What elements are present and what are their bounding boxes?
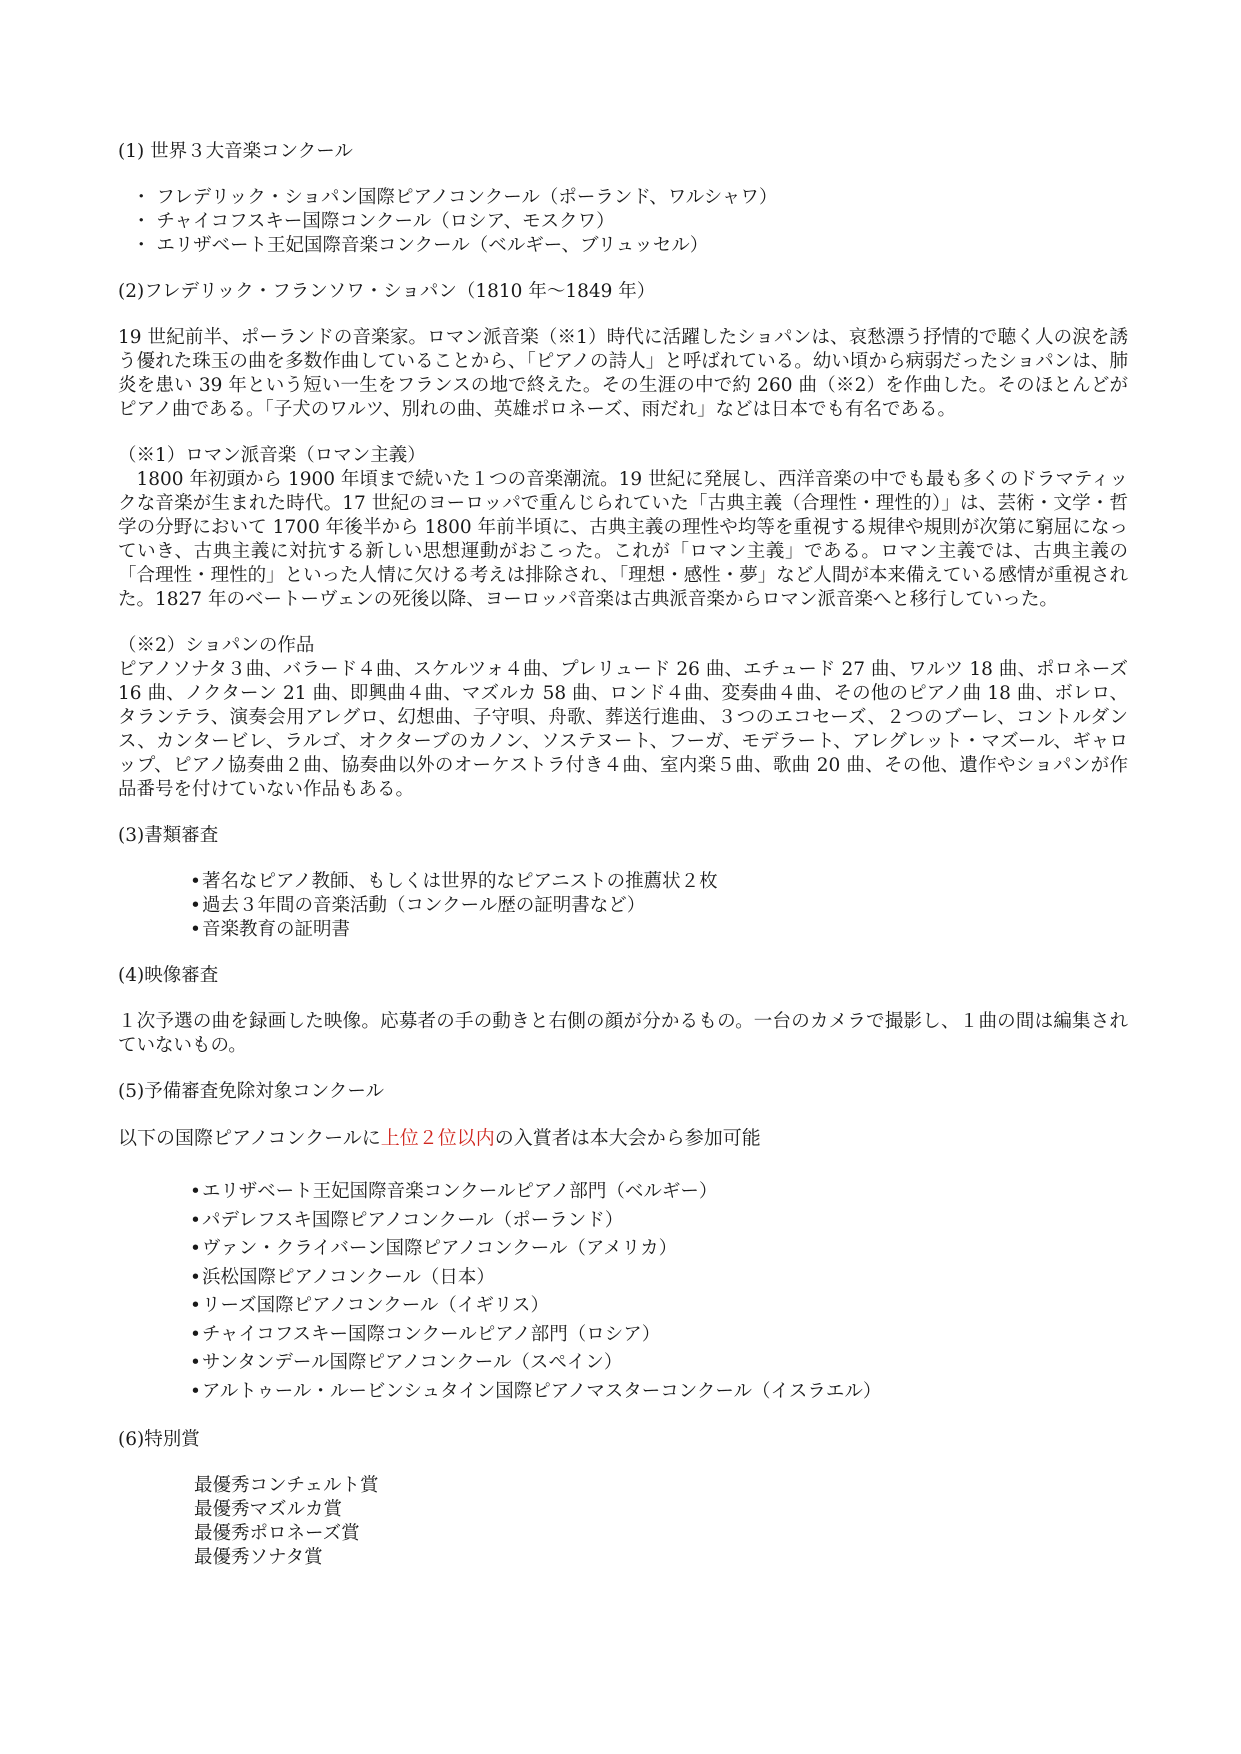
- section-2-heading: (2)フレデリック・フランソワ・ショパン（1810 年〜1849 年）: [118, 281, 656, 302]
- note-1-title: （※1）ロマン派音楽（ロマン主義）: [118, 445, 426, 466]
- list-item-text: パデレフスキ国際ピアノコンクール（ポーランド）: [202, 1209, 624, 1231]
- section-6-list: [118, 1474, 1128, 1570]
- section-4-body: １次予選の曲を録画した映像。応募者の手の動きと右側の顔が分かるもの。一台のカメラで撮影し、１曲の間は編集されていないもの。: [118, 1011, 1128, 1056]
- list-item: [190, 1264, 1128, 1293]
- list-item: ・ エリザベート王妃国際音楽コンクール（ベルギー、ブリュッセル）: [132, 235, 709, 256]
- list-item-text: チャイコフスキー国際コンクールピアノ部門（ロシア）: [202, 1323, 661, 1345]
- section-5-list: [118, 1178, 1128, 1406]
- list-item: [190, 870, 1128, 894]
- list-item: [190, 1178, 1128, 1207]
- section-1-heading: (1) 世界３大音楽コンクール: [118, 141, 353, 162]
- list-item: ・ チャイコフスキー国際コンクール（ロシア、モスクワ）: [132, 211, 615, 232]
- list-item: 最優秀ソナタ賞: [194, 1547, 323, 1568]
- document-content: [118, 140, 1128, 1570]
- list-item-text: サンタンデール国際ピアノコンクール（スペイン）: [202, 1352, 623, 1373]
- note-2-body: ピアノソナタ３曲、バラード４曲、スケルツォ４曲、プレリュード 26 曲、エチュード 27 曲、ワルツ 18 曲、ポロネーズ 16 曲、ノクターン 21 曲、即興曲４曲、マズルカ 58 曲、ロンド４曲、変奏曲４曲、その他のピアノ曲 18 曲、ボレロ、タランテラ、演奏会用アレグロ、幻想曲、子守唄、舟歌、葬送行進曲、３つのエコセーズ、２つのブーレ、コントルダンス、カンタービレ、ラルゴ、オクターブのカノン、ソステヌート、フーガ、モデラート、アレグレット・マズール、ギャロップ、ピアノ協奏曲２曲、協奏曲以外のオーケストラ付き４曲、室内楽５曲、歌曲 20 曲、その他、遺作やショパンが作品番号を付けていない作品もある。: [118, 659, 1128, 800]
- section-6-heading: (6)特別賞: [118, 1429, 200, 1450]
- section-5-heading: (5)予備審査免除対象コンクール: [118, 1081, 384, 1102]
- list-item: ・ フレデリック・ショパン国際ピアノコンクール（ポーランド、ワルシャワ）: [132, 187, 778, 208]
- lead-highlight: 上位２位以内: [380, 1127, 495, 1149]
- list-item-text: 浜松国際ピアノコンクール（日本）: [202, 1266, 495, 1288]
- list-item: [190, 1378, 1128, 1407]
- list-item: 最優秀コンチェルト賞: [194, 1475, 379, 1496]
- lead-text-before: 以下の国際ピアノコンクールに: [118, 1127, 381, 1149]
- list-item: [190, 1207, 1128, 1236]
- section-3-heading: (3)書類審査: [118, 825, 219, 846]
- list-item-text: リーズ国際ピアノコンクール（イギリス）: [202, 1295, 550, 1316]
- list-item: [190, 1321, 1128, 1350]
- section-2-body: 19 世紀前半、ポーランドの音楽家。ロマン派音楽（※1）時代に活躍したショパンは、哀愁漂う抒情的で聴く人の涙を誘う優れた珠玉の曲を多数作曲していることから、「ピアノの詩人」と呼ばれている。幼い頃から病弱だったショパンは、肺炎を患い 39 年という短い一生をフランスの地で終えた。その生涯の中で約 260 曲（※2）を作曲した。そのほとんどがピアノ曲である。「子犬のワルツ、別れの曲、英雄ポロネーズ、雨だれ」などは日本でも有名である。: [118, 327, 1128, 420]
- note-2-title: （※2）ショパンの作品: [118, 635, 315, 656]
- list-item-text: 音楽教育の証明書: [202, 919, 351, 940]
- lead-text-after: の入賞者は本大会から参加可能: [494, 1127, 761, 1149]
- list-item-text: ヴァン・クライバーン国際ピアノコンクール（アメリカ）: [202, 1238, 678, 1259]
- list-item-text: アルトゥール・ルービンシュタイン国際ピアノマスターコンクール（イスラエル）: [202, 1380, 882, 1402]
- list-item: [190, 894, 1128, 918]
- section-3-list: [118, 870, 1128, 942]
- note-1-body: 1800 年初頭から 1900 年頃まで続いた１つの音楽潮流。19 世紀に発展し、西洋音楽の中でも最も多くのドラマティックな音楽が生まれた時代。17 世紀のヨーロッパで重んじられていた「古典主義（合理性・理性的）」は、芸術・文学・哲学の分野において 1700 年後半から 1800 年前半頃に、古典主義の理性や均等を重視する規律や規則が次第に窮屈になっていき、古典主義に対抗する新しい思想運動がおこった。これが「ロマン主義」である。ロマン主義では、古典主義の「合理性・理性的」といった人情に欠ける考えは排除され、「理想・感性・夢」など人間が本来備えている感情が重視された。1827 年のベートーヴェンの死後以降、ヨーロッパ音楽は古典派音楽からロマン派音楽へと移行していった。: [118, 469, 1128, 610]
- list-item-text: 過去３年間の音楽活動（コンクール歴の証明書など）: [202, 895, 646, 916]
- list-item: [190, 1349, 1128, 1378]
- list-item-text: 著名なピアノ教師、もしくは世界的なピアニストの推薦状２枚: [202, 871, 718, 892]
- section-5-lead: [118, 1126, 1128, 1150]
- section-4-heading: (4)映像審査: [118, 965, 219, 986]
- list-item-text: エリザベート王妃国際音楽コンクールピアノ部門（ベルギー）: [202, 1181, 718, 1202]
- list-item: [190, 1235, 1128, 1264]
- list-item: [190, 1292, 1128, 1321]
- list-item: 最優秀マズルカ賞: [194, 1499, 343, 1520]
- section-1-list: [118, 186, 1128, 258]
- list-item: 最優秀ポロネーズ賞: [194, 1523, 360, 1544]
- list-item: [190, 918, 1128, 942]
